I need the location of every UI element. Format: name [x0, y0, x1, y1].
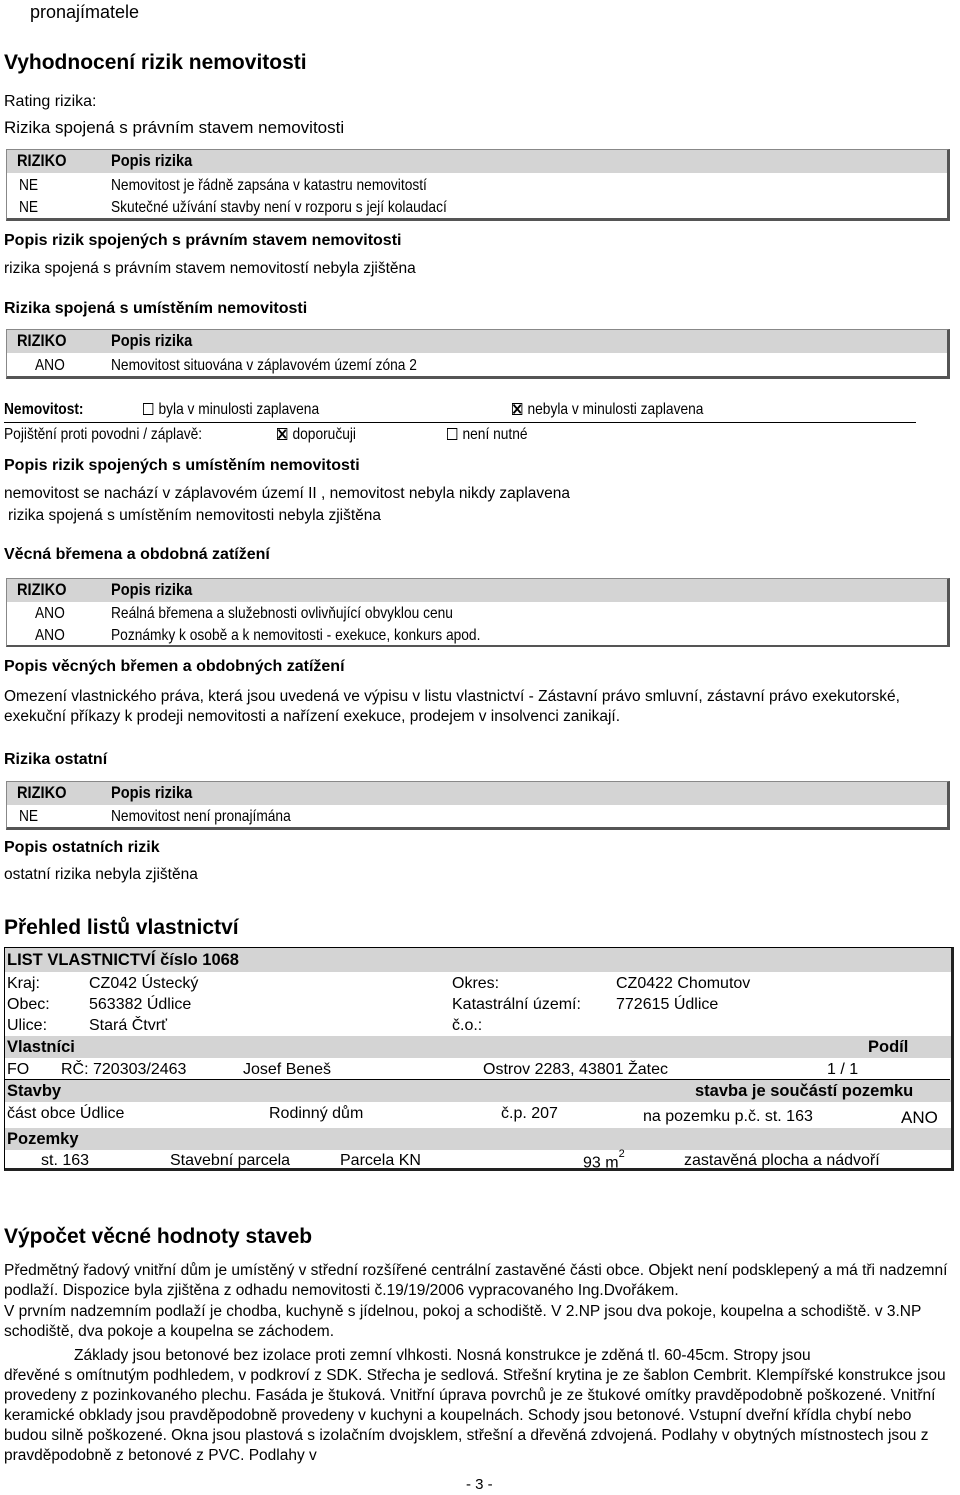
land-kind: Stavební parcela [170, 1152, 291, 1169]
ulice-label: Ulice: [7, 1017, 48, 1034]
table-row-desc: Reálná břemena a služebnosti ovlivňující obvyklou cenu [111, 605, 453, 622]
other-heading: Rizika ostatní [4, 751, 108, 768]
valuation-paragraph-2: V prvním nadzemním podlaží je chodba, kuchyně s jídelnou, pokoj a schodiště. V 2.NP jsou dva pokoje, koupelna a schodiště. v 3.NP schodiště, dva pokoje a koupelna se záchodem. [4, 1303, 922, 1340]
ku-label: Katastrální území: [452, 996, 581, 1013]
col-desc-header: Popis rizika [111, 331, 193, 350]
valuation-paragraph-1: Předmětný řadový vnitřní dům je umístěný v střední rozšířené centrální zastavěné části obce. Objekt není podsklepený a má tři nadzemní podlaží. Dispozice byla zjištěna z odhadu nemovitosti č.19/19/2006 vypracovaného Ing.Dvořákem. [4, 1262, 948, 1299]
building-part: část obce Údlice [7, 1105, 125, 1122]
owner-type: FO [7, 1061, 30, 1078]
co-label: č.o.: [452, 1017, 483, 1034]
owners-heading: Vlastníci [7, 1038, 75, 1056]
owners-band [5, 1036, 951, 1058]
col-risk-header: RIZIKO [17, 783, 67, 802]
easements-heading: Věcná břemena a obdobná zatížení [4, 546, 270, 563]
table-row-desc: Skutečné užívání stavby není v rozporu s její kolaudací [111, 199, 447, 216]
land-register: Parcela KN [340, 1152, 421, 1169]
easements-summary-text: Omezení vlastnického práva, která jsou uvedená ve výpisu v listu vlastnictví - Zástavní právo smluvní, zástavní právo exekutorské, exekuční příkazy k prodeji nemovitosti a nařízení exekuce, prodejem v insolvenci zanikají. [4, 688, 900, 725]
obec-label: Obec: [7, 996, 50, 1013]
ownership-sheet [4, 947, 954, 1171]
valuation-p3-rest: dřevěné s omítnutým podhledem, v podkroví z SDK. Střecha je sedlová. Střešní krytina je ze šablon Cembrit. Klempířské konstrukce jsou provedeny z pozinkovaného plechu. Fasáda je štuková. Vnitřní úprava povrchů je ze štukové omítky pravděpodobně poškozené. Vnitřní keramické obklady jsou pravděpodobně provedeny v kuchyni a koupelnách. Schody jsou betonové. Vstupní dveřní křídla chybí nebo budou silně poškozené. Okna jsou plastová s izolačním dvojsklem, střešní a dřevěná zdvojená. Podlahy v obytných místnostech jsou z pravděpodobně z betonové z PVC. Podlahy v [4, 1367, 946, 1464]
ulice-value: Stará Čtvrť [89, 1017, 168, 1034]
flood-option-1[interactable] [143, 401, 319, 419]
lv-title: LIST VLASTNICTVÍ číslo 1068 [7, 951, 239, 969]
insurance-label: Pojištění proti povodni / záplavě: [4, 426, 203, 443]
land-parcel: st. 163 [41, 1152, 90, 1169]
flood-option-1-label: byla v minulosti zaplavena [158, 401, 320, 418]
land-use: zastavěná plocha a nádvoří [684, 1152, 880, 1169]
page-number: - 3 - [466, 1476, 493, 1493]
col-risk-header: RIZIKO [17, 331, 67, 350]
building-on-land: na pozemku p.č. st. 163 [643, 1108, 813, 1125]
top-label: pronajímatele [30, 2, 140, 22]
land-heading: Pozemky [7, 1130, 79, 1148]
table-row-risk: ANO [35, 627, 65, 644]
buildings-heading: Stavby [7, 1082, 62, 1100]
land-band [5, 1128, 951, 1150]
valuation-paragraph-3 [4, 1346, 954, 1466]
checkbox-empty-icon[interactable] [143, 403, 153, 415]
checkbox-checked-icon[interactable] [512, 403, 522, 415]
kraj-label: Kraj: [7, 975, 40, 992]
flood-option-2[interactable] [512, 401, 703, 419]
insurance-option-1[interactable] [277, 426, 356, 444]
insurance-option-1-label: doporučuji [292, 426, 356, 443]
divider [4, 422, 916, 423]
legal-summary-heading: Popis rizik spojených s právním stavem nemovitosti [4, 232, 402, 249]
okres-label: Okres: [452, 975, 500, 992]
insurance-option-2-label: není nutné [462, 426, 528, 443]
legal-summary-text: rizika spojená s právním stavem nemovitostí nebyla zjištěna [4, 260, 416, 277]
okres-value: CZ0422 Chomutov [616, 975, 751, 992]
easements-summary-heading: Popis věcných břemen a obdobných zatížení [4, 658, 345, 675]
checkbox-empty-icon[interactable] [447, 428, 457, 440]
owner-share: 1 / 1 [827, 1061, 859, 1078]
legal-heading: Rizika spojená s právním stavem nemovitosti [4, 118, 345, 137]
owner-rc: RČ: 720303/2463 [61, 1061, 187, 1078]
insurance-option-2[interactable] [447, 426, 528, 444]
location-summary-heading: Popis rizik spojených s umístěním nemovitosti [4, 457, 360, 474]
ku-value: 772615 Údlice [616, 996, 719, 1013]
land-area [583, 1148, 625, 1172]
building-cp: č.p. 207 [501, 1105, 558, 1122]
owner-name: Josef Beneš [243, 1061, 332, 1078]
ownership-heading: Přehled listů vlastnictví [4, 916, 239, 939]
land-area-value: 93 m [583, 1154, 619, 1172]
other-summary-heading: Popis ostatních rizik [4, 839, 160, 856]
col-desc-header: Popis rizika [111, 580, 193, 599]
flood-option-2-label: nebyla v minulosti zaplavena [527, 401, 704, 418]
table-row-risk: ANO [35, 357, 65, 374]
table-row-risk: NE [19, 199, 39, 216]
share-heading: Podíl [868, 1038, 909, 1056]
table-row-desc: Nemovitost situována v záplavovém území zóna 2 [111, 357, 417, 374]
checkbox-checked-icon[interactable] [277, 428, 287, 440]
kraj-value: CZ042 Ústecký [89, 975, 199, 992]
building-type: Rodinný dům [269, 1105, 364, 1122]
location-risk-table [6, 329, 950, 379]
obec-value: 563382 Údlice [89, 996, 192, 1013]
table-row-desc: Nemovitost je řádně zapsána v katastru nemovitostí [111, 177, 427, 194]
col-risk-header: RIZIKO [17, 580, 67, 599]
easements-risk-table [6, 578, 950, 647]
other-risk-table [6, 781, 950, 830]
valuation-p3-first-line: Základy jsou betonové bez izolace proti zemní vlhkosti. Nosná konstrukce je zděná tl. 60-45cm. Stropy jsou [74, 1347, 811, 1364]
building-is-part: ANO [901, 1108, 938, 1127]
owner-address: Ostrov 2283, 43801 Žatec [483, 1061, 668, 1078]
flood-label: Nemovitost: [4, 401, 84, 418]
location-summary-line-1: nemovitost se nachází v záplavovém území II , nemovitost nebyla nikdy zaplavena [4, 485, 571, 502]
col-risk-header: RIZIKO [17, 151, 67, 170]
table-row-desc: Nemovitost není pronajímána [111, 808, 291, 825]
location-heading: Rizika spojená s umístěním nemovitosti [4, 300, 308, 317]
col-desc-header: Popis rizika [111, 151, 193, 170]
valuation-heading: Výpočet věcné hodnoty staveb [4, 1225, 313, 1248]
location-summary-line-2: rizika spojená s umístěním nemovitosti nebyla zjištěna [8, 507, 382, 524]
other-summary-text: ostatní rizika nebyla zjištěna [4, 866, 198, 883]
table-row-desc: Poznámky k osobě a k nemovitosti - exekuce, konkurs apod. [111, 627, 481, 644]
table-row-risk: ANO [35, 605, 65, 622]
col-desc-header: Popis rizika [111, 783, 193, 802]
building-part-heading: stavba je součástí pozemku [695, 1082, 914, 1100]
legal-risk-table [6, 149, 950, 221]
table-row-risk: NE [19, 808, 39, 825]
page-title: Vyhodnocení rizik nemovitosti [4, 51, 307, 74]
rating-label: Rating rizika: [4, 93, 97, 110]
land-area-exponent: 2 [618, 1148, 625, 1160]
table-row-risk: NE [19, 177, 39, 194]
